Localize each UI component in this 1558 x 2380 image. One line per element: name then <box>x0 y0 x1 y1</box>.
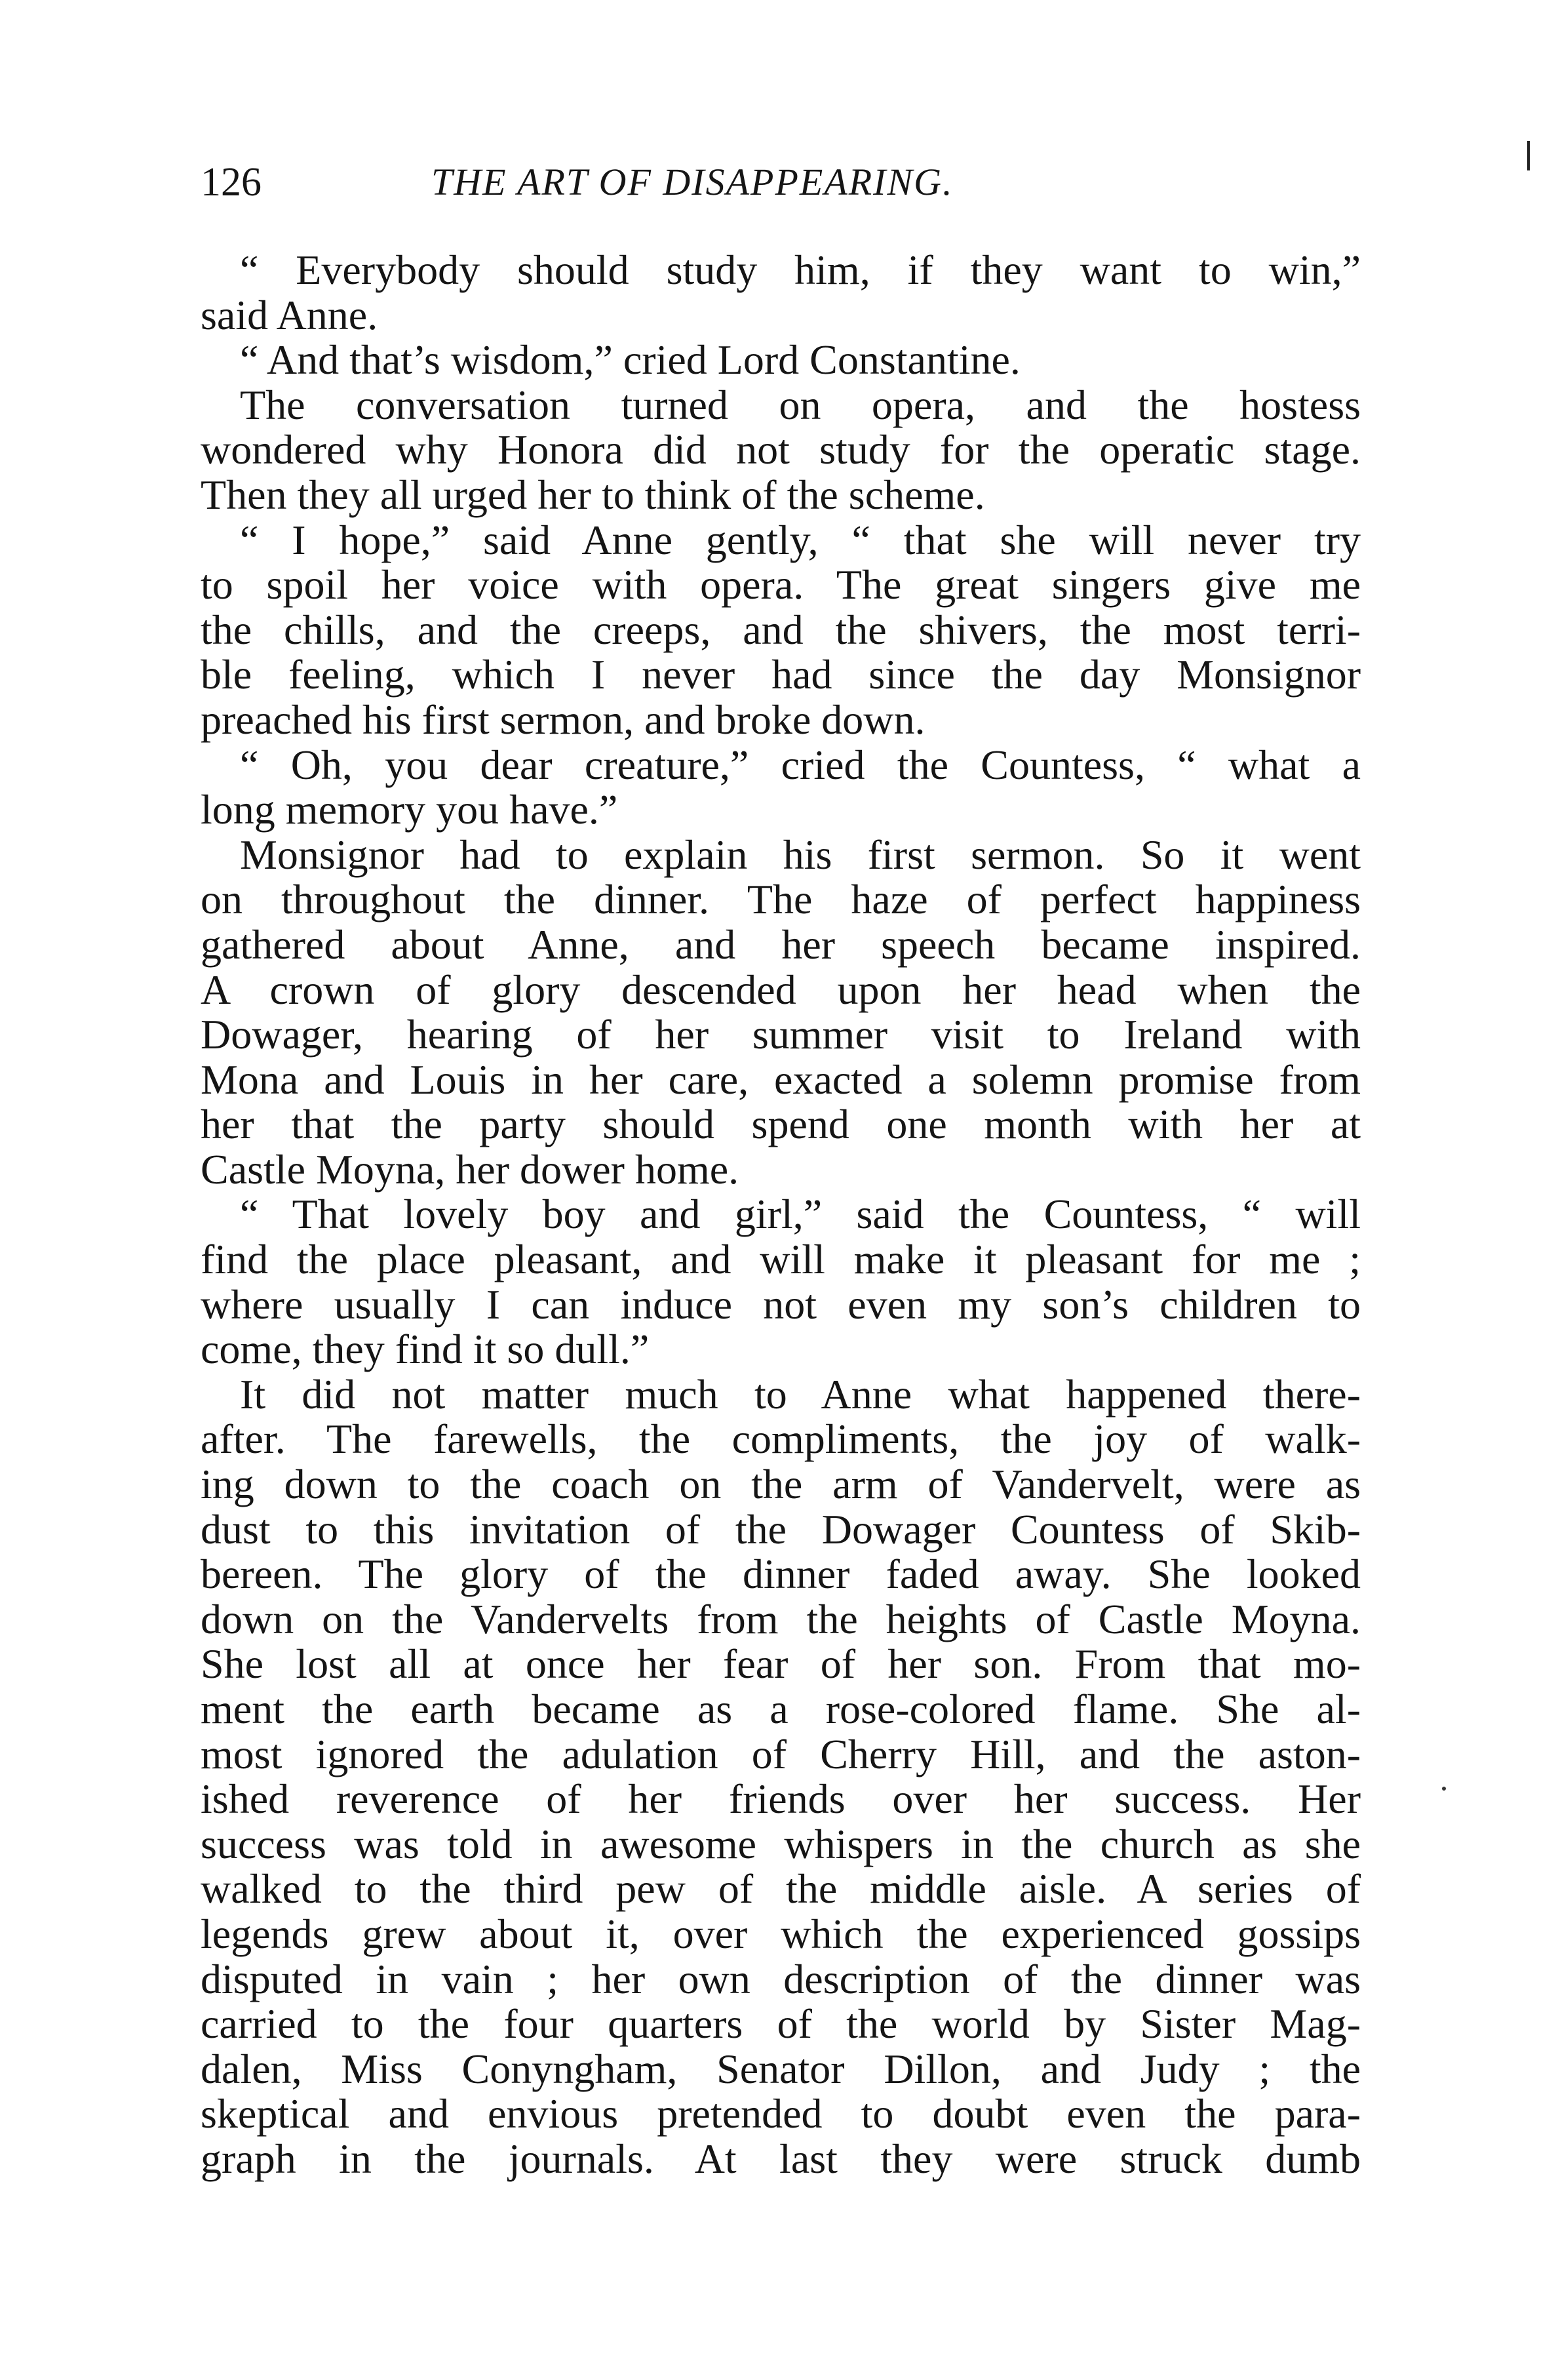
page-header <box>201 156 1361 208</box>
running-head: THE ART OF DISAPPEARING. <box>431 161 954 203</box>
text-line: the chills, and the creeps, and the shivers, the most terri- <box>201 606 1361 653</box>
text-line: She lost all at once her fear of her son. From that mo- <box>201 1640 1361 1688</box>
text-line: dalen, Miss Conyngham, Senator Dillon, and Judy ; the <box>201 2045 1361 2092</box>
text-line: “ Oh, you dear creature,” cried the Countess, “ what a <box>240 741 1361 788</box>
text-line: graph in the journals. At last they were struck dumb <box>201 2135 1361 2182</box>
text-line: down on the Vandervelts from the heights of Castle Moyna. <box>201 1595 1361 1642</box>
text-line: carried to the four quarters of the world by Sister Mag- <box>201 2000 1361 2048</box>
text-line: Mona and Louis in her care, exacted a solemn promise from <box>201 1056 1361 1103</box>
text-line: “ And that’s wisdom,” cried Lord Constantine. <box>240 336 1021 384</box>
text-line: “ Everybody should study him, if they want to win,” <box>240 247 1361 293</box>
text-line: skeptical and envious pretended to doubt even the para- <box>201 2090 1361 2137</box>
text-line: disputed in vain ; her own description of the dinner was <box>201 1955 1361 2002</box>
text-line: ished reverence of her friends over her success. Her <box>201 1775 1361 1823</box>
text-line: dust to this invitation of the Dowager Countess of Skib- <box>201 1505 1361 1553</box>
text-line: most ignored the adulation of Cherry Hill, and the aston- <box>201 1730 1361 1777</box>
text-line: after. The farewells, the compliments, the joy of walk- <box>201 1416 1361 1463</box>
text-line: her that the party should spend one month with her at <box>201 1101 1361 1148</box>
text-line: ment the earth became as a rose-colored flame. She al- <box>201 1686 1361 1732</box>
text-line: Then they all urged her to think of the scheme. <box>201 471 985 518</box>
text-line: Castle Moyna, her dower home. <box>201 1145 739 1193</box>
text-line: on throughout the dinner. The haze of perfect happiness <box>201 876 1361 923</box>
text-line: walked to the third pew of the middle aisle. A series of <box>201 1865 1361 1913</box>
text-line: legends grew about it, over which the experienced gossips <box>201 1910 1361 1957</box>
edge-mark <box>1527 141 1530 170</box>
body-text <box>201 248 1361 2182</box>
text-line: where usually I can induce not even my son’s children to <box>201 1280 1361 1328</box>
text-line: The conversation turned on opera, and the hostess <box>240 381 1361 428</box>
text-line: A crown of glory descended upon her head when the <box>201 966 1361 1013</box>
text-line: wondered why Honora did not study for the operatic stage. <box>201 426 1361 473</box>
text-line: long memory you have.” <box>201 786 618 833</box>
text-line: success was told in awesome whispers in the church as she <box>201 1820 1361 1867</box>
page-number: 126 <box>201 160 262 205</box>
text-line: “ That lovely boy and girl,” said the Countess, “ will <box>240 1191 1361 1238</box>
text-line: Monsignor had to explain his first sermon. So it went <box>240 831 1361 878</box>
text-line: to spoil her voice with opera. The great singers give me <box>201 561 1361 608</box>
text-line: said Anne. <box>201 291 378 338</box>
text-line: find the place pleasant, and will make it pleasant for me ; <box>201 1236 1361 1283</box>
text-line: It did not matter much to Anne what happened there- <box>240 1370 1361 1418</box>
text-line: Dowager, hearing of her summer visit to Ireland with <box>201 1011 1361 1058</box>
margin-speck <box>1442 1787 1446 1791</box>
text-line: come, they find it so dull.” <box>201 1326 650 1373</box>
text-line: ing down to the coach on the arm of Vandervelt, were as <box>201 1461 1361 1508</box>
text-line: ble feeling, which I never had since the day Monsignor <box>201 651 1361 698</box>
text-line: gathered about Anne, and her speech became inspired. <box>201 921 1361 968</box>
text-line: “ I hope,” said Anne gently, “ that she will never try <box>240 516 1361 563</box>
text-line: bereen. The glory of the dinner faded away. She looked <box>201 1551 1361 1598</box>
text-line: preached his first sermon, and broke down. <box>201 696 925 743</box>
